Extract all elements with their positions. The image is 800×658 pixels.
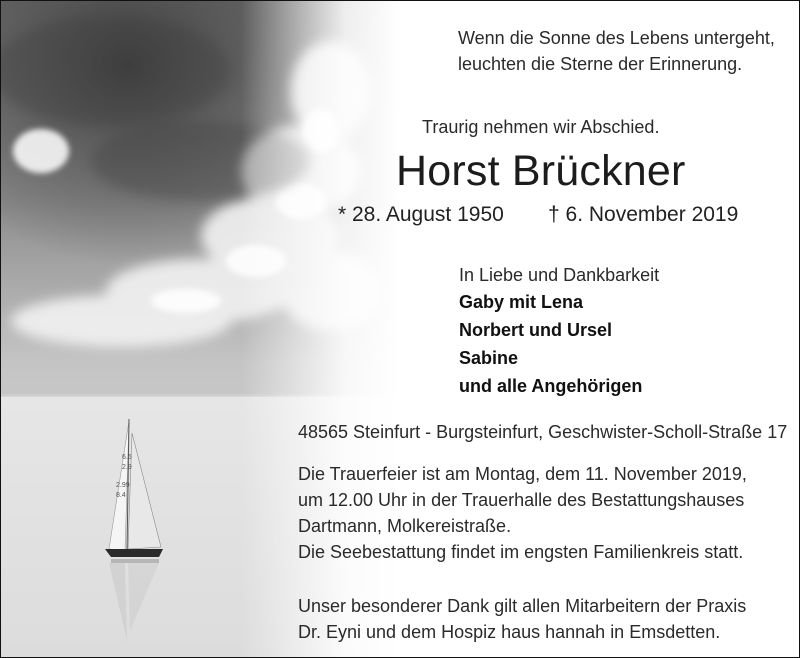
family-address: 48565 Steinfurt - Burgsteinfurt, Geschwister-Scholl-Straße 17 [298, 422, 788, 442]
poem-line-2: leuchten die Sterne der Erinnerung. [458, 54, 743, 74]
farewell-text: Traurig nehmen wir Abschied. [422, 117, 660, 137]
deceased-name: Horst Brückner [396, 147, 686, 195]
thanks-line-1: Unser besonderer Dank gilt allen Mitarbeitern der Praxis [298, 596, 747, 616]
mourners-list [459, 288, 642, 400]
service-details [298, 461, 747, 565]
thanks-line-2: Dr. Eyni und dem Hospiz haus hannah in Emsdetten. [298, 622, 721, 642]
birth-date: * 28. August 1950 [338, 203, 504, 226]
mourner-name: und alle Angehörigen [459, 376, 643, 396]
mourner-name: Sabine [459, 348, 519, 368]
thanks-text [298, 593, 746, 645]
mourner-name: Norbert und Ursel [459, 320, 613, 340]
poem-line-1: Wenn die Sonne des Lebens untergeht, [458, 28, 775, 48]
death-date: † 6. November 2019 [548, 203, 739, 226]
service-line-4: Die Seebestattung findet im engsten Familienkreis statt. [298, 542, 744, 562]
service-line-2: um 12.00 Uhr in der Trauerhalle des Bestattungshauses [298, 490, 745, 510]
service-line-1: Die Trauerfeier ist am Montag, dem 11. November 2019, [298, 464, 747, 484]
service-line-3: Dartmann, Molkereistraße. [298, 516, 512, 536]
poem-quote [458, 25, 775, 77]
love-gratitude-line: In Liebe und Dankbarkeit [459, 265, 660, 285]
mourner-name: Gaby mit Lena [459, 292, 584, 312]
